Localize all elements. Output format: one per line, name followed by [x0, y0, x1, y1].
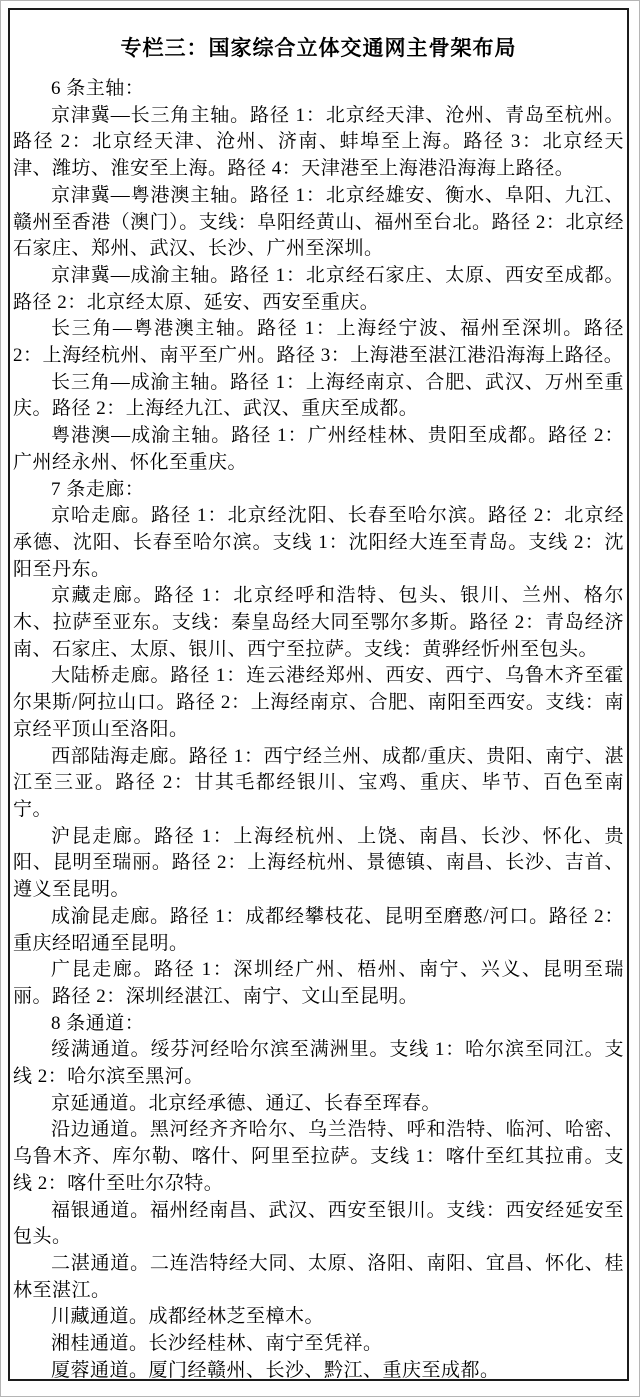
document-body — [13, 76, 624, 1381]
paragraph: 绥满通道。绥芬河经哈尔滨至满洲里。支线 1：哈尔滨至同江。支线 2：哈尔滨至黑河。 — [13, 1039, 624, 1088]
section-heading: 8 条通道： — [51, 1012, 145, 1034]
paragraph: 西部陆海走廊。路径 1：西宁经兰州、成都/重庆、贵阳、南宁、湛江至三亚。路径 2：甘其毛都经银川、宝鸡、重庆、毕节、百色至南宁。 — [13, 745, 624, 820]
paragraph: 二湛通道。二连浩特经大同、太原、洛阳、南阳、宜昌、怀化、桂林至湛江。 — [13, 1252, 624, 1301]
section-heading: 7 条走廊： — [51, 478, 145, 500]
paragraph: 沿边通道。黑河经齐齐哈尔、乌兰浩特、呼和浩特、临河、哈密、乌鲁木齐、库尔勒、喀什、阿里至拉萨。支线 1：喀什至红其拉甫。支线 2：喀什至吐尔尕特。 — [13, 1119, 624, 1194]
paragraph: 川藏通道。成都经林芝至樟木。 — [51, 1306, 325, 1328]
content-box — [8, 8, 629, 1381]
paragraph: 京津冀—长三角主轴。路径 1：北京经天津、沧州、青岛至杭州。路径 2：北京经天津、沧州、济南、蚌埠至上海。路径 3：北京经天津、潍坊、淮安至上海。路径 4：天津港至上海港沿海海上路径。 — [13, 104, 624, 180]
paragraph: 长三角—粤港澳主轴。路径 1：上海经宁波、福州至深圳。路径 2：上海经杭州、南平至广州。路径 3：上海港至湛江港沿海海上路径。 — [13, 318, 624, 367]
paragraph: 成渝昆走廊。路径 1：成都经攀枝花、昆明至磨憨/河口。路径 2：重庆经昭通至昆明。 — [13, 905, 624, 954]
paragraph: 京津冀—粤港澳主轴。路径 1：北京经雄安、衡水、阜阳、九江、赣州至香港（澳门）。支线：阜阳经黄山、福州至台北。路径 2：北京经石家庄、郑州、武汉、长沙、广州至深圳。 — [13, 184, 624, 260]
paragraph: 大陆桥走廊。路径 1：连云港经郑州、西安、西宁、乌鲁木齐至霍尔果斯/阿拉山口。路径 2：上海经南京、合肥、南阳至西安。支线：南京经平顶山至洛阳。 — [13, 665, 624, 740]
paragraph: 福银通道。福州经南昌、武汉、西安至银川。支线：西安经延安至包头。 — [13, 1199, 624, 1248]
section-heading: 6 条主轴： — [51, 78, 145, 99]
paragraph: 沪昆走廊。路径 1：上海经杭州、上饶、南昌、长沙、怀化、贵阳、昆明至瑞丽。路径 2：上海经杭州、景德镇、南昌、长沙、吉首、遵义至昆明。 — [13, 825, 624, 901]
paragraph: 厦蓉通道。厦门经赣州、长沙、黔江、重庆至成都。 — [51, 1359, 500, 1381]
page-title: 专栏三：国家综合立体交通网主骨架布局 — [120, 37, 517, 60]
paragraph: 京津冀—成渝主轴。路径 1：北京经石家庄、太原、西安至成都。路径 2：北京经太原、延安、西安至重庆。 — [13, 264, 624, 313]
paragraph: 京延通道。北京经承德、通辽、长春至珲春。 — [51, 1092, 442, 1114]
paragraph: 粤港澳—成渝主轴。路径 1：广州经桂林、贵阳至成都。路径 2：广州经永州、怀化至重庆。 — [13, 425, 624, 473]
paragraph: 湘桂通道。长沙经桂林、南宁至凭祥。 — [51, 1333, 383, 1355]
paragraph: 广昆走廊。路径 1：深圳经广州、梧州、南宁、兴义、昆明至瑞丽。路径 2：深圳经湛江、南宁、文山至昆明。 — [13, 959, 624, 1007]
paragraph: 京藏走廊。路径 1：北京经呼和浩特、包头、银川、兰州、格尔木、拉萨至亚东。支线：秦皇岛经大同至鄂尔多斯。路径 2：青岛经济南、石家庄、太原、银川、西宁至拉萨。支线：黄骅经忻州至包头。 — [13, 585, 624, 660]
paragraph: 长三角—成渝主轴。路径 1：上海经南京、合肥、武汉、万州至重庆。路径 2：上海经九江、武汉、重庆至成都。 — [13, 371, 624, 420]
paragraph: 京哈走廊。路径 1：北京经沈阳、长春至哈尔滨。路径 2：北京经承德、沈阳、长春至哈尔滨。支线 1：沈阳经大连至青岛。支线 2：沈阳至丹东。 — [13, 505, 624, 580]
